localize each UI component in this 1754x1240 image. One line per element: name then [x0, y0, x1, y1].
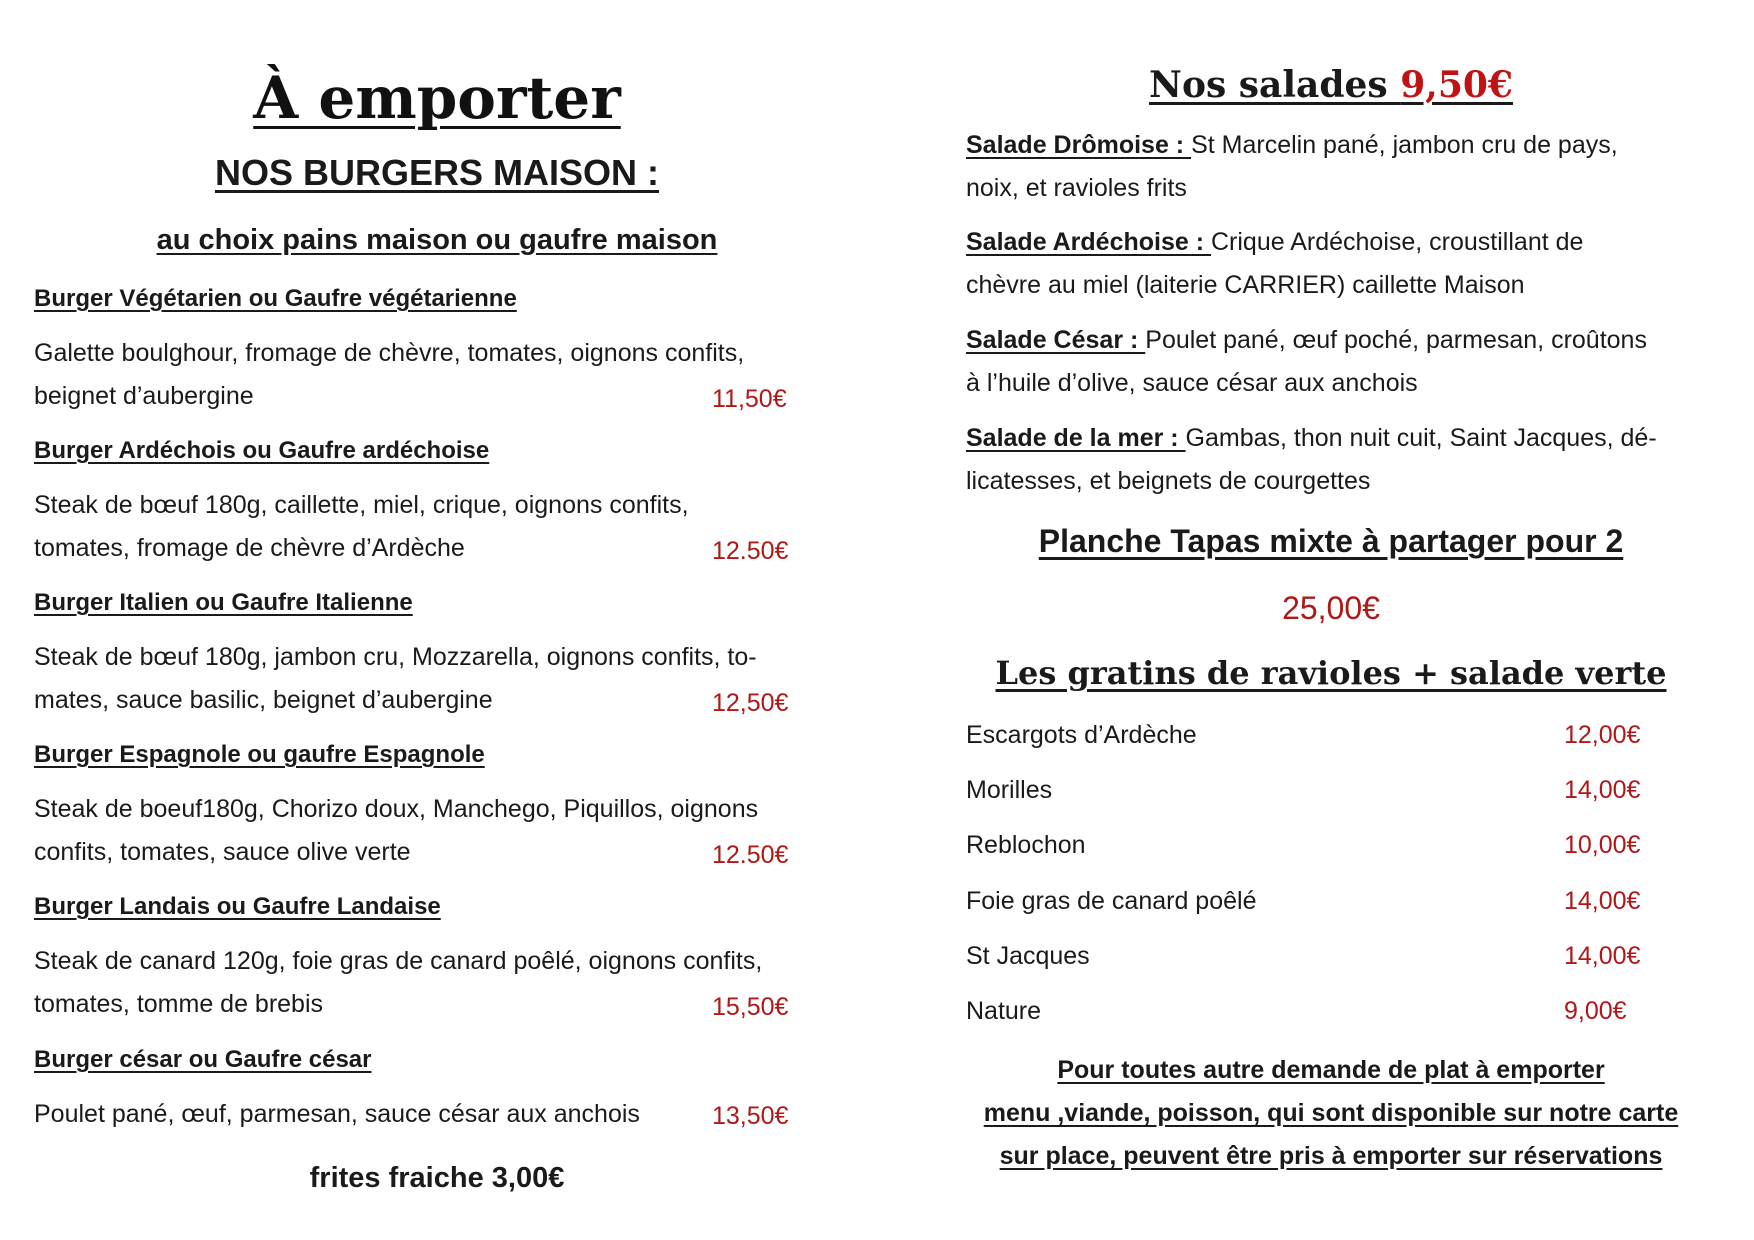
burgers-section-title: NOS BURGERS MAISON : [214, 152, 660, 193]
salade-item [966, 319, 1696, 405]
burger-price: 12.50€ [712, 841, 789, 869]
salade-name: Salade Drômoise : [966, 131, 1192, 159]
burger-description-line: Galette boulghour, fromage de chèvre, tomates, oignons confits, [34, 339, 745, 367]
takeaway-note-line: menu ,viande, poisson, qui sont disponible sur notre carte [983, 1099, 1679, 1127]
salade-item [966, 417, 1696, 503]
salade-name: Salade Ardéchoise : [966, 228, 1211, 256]
burger-name: Burger Végétarien ou Gaufre végétarienne [34, 285, 517, 312]
gratins-section-title: Les gratins de ravioles + salade verte [995, 654, 1667, 692]
burger-description [34, 788, 824, 874]
burger-description-line: Steak de bœuf 180g, jambon cru, Mozzarella, oignons confits, to- [34, 643, 757, 671]
burger-description-line: tomates, tomme de brebis [34, 990, 324, 1018]
burger-description [34, 1093, 824, 1136]
burger-name: Burger césar ou Gaufre césar [34, 1046, 372, 1073]
burger-description-line: Steak de boeuf180g, Chorizo doux, Manchego, Piquillos, oignons [34, 795, 759, 823]
salade-description: noix, et ravioles frits [966, 174, 1187, 202]
gratin-name: St Jacques [966, 942, 1090, 970]
burger-description-line: beignet d’aubergine [34, 382, 254, 410]
salade-description: licatesses, et beignets de courgettes [966, 467, 1371, 495]
salades-title-text: Nos salades [1149, 64, 1401, 106]
burger-description-line: Steak de canard 120g, foie gras de canard poêlé, oignons confits, [34, 947, 763, 975]
gratin-name: Foie gras de canard poêlé [966, 887, 1257, 915]
burger-name: Burger Espagnole ou gaufre Espagnole [34, 741, 485, 768]
salade-description: à l’huile d’olive, sauce césar aux anchois [966, 369, 1418, 397]
burger-description-line: tomates, fromage de chèvre d’Ardèche [34, 534, 465, 562]
salade-description: St Marcelin pané, jambon cru de pays, [1191, 131, 1618, 159]
gratin-price: 10,00€ [1564, 831, 1641, 859]
takeaway-note-line: Pour toutes autre demande de plat à emporter [1057, 1056, 1605, 1084]
burger-price: 12,50€ [712, 689, 789, 717]
burger-description-line: Poulet pané, œuf, parmesan, sauce césar aux anchois [34, 1100, 640, 1128]
salade-description: Poulet pané, œuf poché, parmesan, croûtons [1145, 326, 1647, 354]
salades-title-price: 9,50€ [1400, 64, 1513, 106]
gratin-price: 12,00€ [1564, 721, 1641, 749]
burger-description [34, 484, 824, 570]
burger-description-line: Steak de bœuf 180g, caillette, miel, crique, oignons confits, [34, 491, 689, 519]
gratin-name: Reblochon [966, 831, 1086, 859]
burger-description [34, 940, 824, 1026]
takeaway-note [966, 1049, 1696, 1178]
burger-name: Burger Ardéchois ou Gaufre ardéchoise [34, 437, 490, 464]
burger-description-line: confits, tomates, sauce olive verte [34, 838, 411, 866]
burger-price: 13,50€ [712, 1102, 789, 1130]
gratin-name: Nature [966, 997, 1042, 1025]
salade-description: Gambas, thon nuit cuit, Saint Jacques, dé- [1185, 424, 1657, 452]
salade-item [966, 124, 1696, 210]
burger-price: 12.50€ [712, 537, 789, 565]
burgers-section-subtitle: au choix pains maison ou gaufre maison [156, 224, 718, 256]
gratin-price: 14,00€ [1564, 776, 1641, 804]
burger-description [34, 332, 824, 418]
takeaway-note-line: sur place, peuvent être pris à emporter sur réservations [999, 1142, 1663, 1170]
salade-name: Salade de la mer : [966, 424, 1186, 452]
page-title: À emporter [253, 64, 621, 132]
salade-description: chèvre au miel (laiterie CARRIER) caillette Maison [966, 271, 1525, 299]
burger-description [34, 636, 824, 722]
burger-name: Burger Landais ou Gaufre Landaise [34, 893, 441, 920]
gratin-price: 14,00€ [1564, 887, 1641, 915]
burger-name: Burger Italien ou Gaufre Italienne [34, 589, 413, 616]
gratin-name: Escargots d’Ardèche [966, 721, 1197, 749]
salades-section-title [966, 64, 1696, 106]
fries-price-line: frites fraiche 3,00€ [309, 1162, 565, 1194]
burger-price: 15,50€ [712, 993, 789, 1021]
burger-price: 11,50€ [712, 385, 787, 413]
salade-description: Crique Ardéchoise, croustillant de [1211, 228, 1584, 256]
gratin-price: 9,00€ [1564, 997, 1627, 1025]
gratin-name: Morilles [966, 776, 1053, 804]
gratin-price: 14,00€ [1564, 942, 1641, 970]
burger-description-line: mates, sauce basilic, beignet d’aubergine [34, 686, 493, 714]
planche-price: 25,00€ [1282, 590, 1380, 626]
salade-item [966, 221, 1696, 307]
planche-title: Planche Tapas mixte à partager pour 2 [1038, 523, 1624, 559]
salade-name: Salade César : [966, 326, 1146, 354]
